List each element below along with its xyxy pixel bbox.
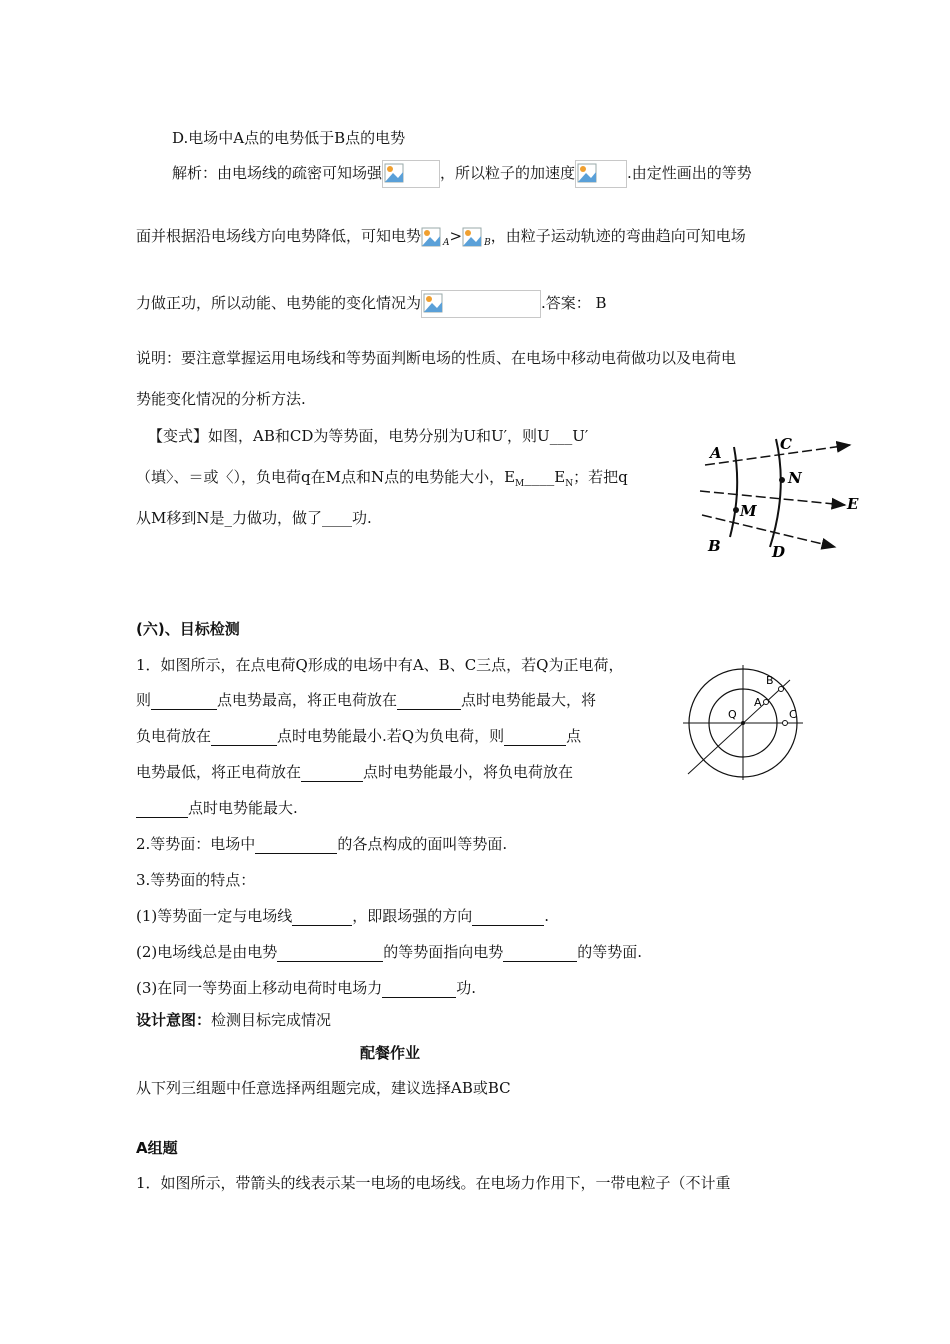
note-line-2: 势能变化情况的分析方法. <box>136 390 306 408</box>
broken-image-icon <box>577 163 597 183</box>
diagonal-line <box>688 680 790 774</box>
option-d: D.电场中A点的电势低于B点的电势 <box>172 129 406 147</box>
phi-symbol <box>421 226 443 248</box>
q3-text: 的等势面指向电势 <box>383 943 504 961</box>
q1-text: 点电势最高，将正电荷放在 <box>217 691 398 709</box>
label-b: B <box>766 674 774 687</box>
q2-text: 的各点构成的面叫等势面. <box>337 835 508 853</box>
analysis-text: 解析：由电场线的疏密可知场强 <box>172 164 383 182</box>
field-line <box>702 515 835 547</box>
blank <box>277 945 383 962</box>
q1-text: 则 <box>136 691 152 709</box>
point-b <box>779 687 784 692</box>
q1-text: 点时电势能最大，将 <box>461 691 597 709</box>
field-line <box>700 491 845 505</box>
q1-text: 负电荷放在 <box>136 727 212 745</box>
phi-symbol <box>462 226 484 248</box>
blank <box>504 729 566 746</box>
variant-text: ；若把q <box>573 468 628 486</box>
subscript-a: A <box>443 238 450 248</box>
point-n <box>779 477 785 483</box>
group-a-q1: 1．如图所示，带箭头的线表示某一电场的电场线。在电场力作用下，一带电粒子（不计重 <box>136 1174 731 1192</box>
q2-text: 2.等势面：电场中 <box>136 835 256 853</box>
charge-q <box>741 721 745 725</box>
q3-text: (3)在同一等势面上移动电荷时电场力 <box>136 979 383 997</box>
subscript-m: M <box>515 479 525 489</box>
point-m <box>733 507 739 513</box>
label-q: Q <box>728 708 737 721</box>
analysis-line-3 <box>136 290 607 318</box>
q3-text: (2)电场线总是由电势 <box>136 943 278 961</box>
blank <box>301 765 363 782</box>
broken-image-icon <box>423 293 443 313</box>
blank <box>382 981 456 998</box>
image-placeholder <box>421 290 541 318</box>
variant-line-2 <box>136 467 628 494</box>
analysis-text: ，由粒子运动轨迹的弯曲趋向可知电场 <box>490 227 746 245</box>
broken-image-icon <box>384 163 404 183</box>
q1-line-4 <box>136 762 573 782</box>
q3-3-line <box>136 978 476 998</box>
blank <box>151 693 217 710</box>
image-placeholder <box>382 160 440 188</box>
section-heading: (六)、目标检测 <box>136 620 240 638</box>
blank <box>292 909 352 926</box>
analysis-line-2 <box>136 226 746 253</box>
q3-1-line <box>136 906 549 926</box>
blank <box>472 909 544 926</box>
broken-image-icon <box>421 227 441 247</box>
variant-text: （填〉、＝或〈），负电荷q在M点和N点的电势能大小，E <box>136 468 516 486</box>
broken-image-icon <box>462 227 482 247</box>
group-a-heading: A组题 <box>136 1139 178 1157</box>
analysis-line-1 <box>172 160 752 188</box>
q3-text: . <box>544 907 550 925</box>
answer-text: .答案： B <box>541 294 607 312</box>
design-label: 设计意图： <box>136 1011 212 1029</box>
q1-line-3 <box>136 726 581 746</box>
label-a: A <box>754 696 762 709</box>
point-charge-figure <box>678 660 808 780</box>
label-c: C <box>789 708 797 721</box>
label-m: M <box>740 502 757 520</box>
label-c: C <box>780 435 792 453</box>
blank <box>136 801 188 818</box>
analysis-text: 力做正功，所以动能、电势能的变化情况为 <box>136 294 422 312</box>
homework-intro: 从下列三组题中任意选择两组题完成，建议选择AB或BC <box>136 1079 511 1097</box>
q1-line-1: 1．如图所示，在点电荷Q形成的电场中有A、B、C三点，若Q为正电荷， <box>136 656 624 674</box>
image-placeholder <box>575 160 627 188</box>
blank <box>397 693 461 710</box>
label-a: A <box>710 444 722 462</box>
greater-than: > <box>449 227 463 245</box>
label-e: E <box>847 495 859 513</box>
subscript-n: N <box>565 479 574 489</box>
variant-text: ____E <box>524 468 566 486</box>
label-d: D <box>772 543 786 561</box>
q3-text: 的等势面. <box>577 943 643 961</box>
q3-2-line <box>136 942 642 962</box>
q1-text: 点 <box>566 727 582 745</box>
blank <box>211 729 277 746</box>
point-a <box>764 700 769 705</box>
equipotential-figure <box>690 425 865 565</box>
q1-line-2 <box>136 690 596 710</box>
design-intent <box>136 1010 331 1030</box>
blank <box>503 945 577 962</box>
label-n: N <box>788 469 802 487</box>
q1-text: 点时电势能最大. <box>188 799 298 817</box>
point-c <box>783 721 788 726</box>
blank <box>255 837 337 854</box>
analysis-text: ，所以粒子的加速度 <box>440 164 576 182</box>
label-b: B <box>708 537 721 555</box>
q3-text: (1)等势面一定与电场线 <box>136 907 293 925</box>
homework-title: 配餐作业 <box>360 1044 421 1062</box>
q3-line: 3.等势面的特点： <box>136 871 256 889</box>
q1-text: 点时电势能最小，将负电荷放在 <box>363 763 574 781</box>
subscript-b: B <box>484 238 491 248</box>
q3-text: 功. <box>456 979 477 997</box>
variant-line-3: 从M移到N是_力做功，做了____功. <box>136 509 372 527</box>
note-line-1: 说明：要注意掌握运用电场线和等势面判断电场的性质、在电场中移动电荷做功以及电荷电 <box>136 349 737 367</box>
q1-line-5 <box>136 798 298 818</box>
q3-text: ，即跟场强的方向 <box>352 907 473 925</box>
analysis-text: 面并根据沿电场线方向电势降低，可知电势 <box>136 227 422 245</box>
q1-text: 电势最低，将正电荷放在 <box>136 763 302 781</box>
design-text: 检测目标完成情况 <box>211 1011 332 1029</box>
analysis-text: .由定性画出的等势 <box>627 164 752 182</box>
variant-line-1: 【变式】如图，AB和CD为等势面，电势分别为U和U′，则U___U′ <box>148 427 589 445</box>
q1-text: 点时电势能最小.若Q为负电荷，则 <box>277 727 505 745</box>
q2-line <box>136 834 507 854</box>
